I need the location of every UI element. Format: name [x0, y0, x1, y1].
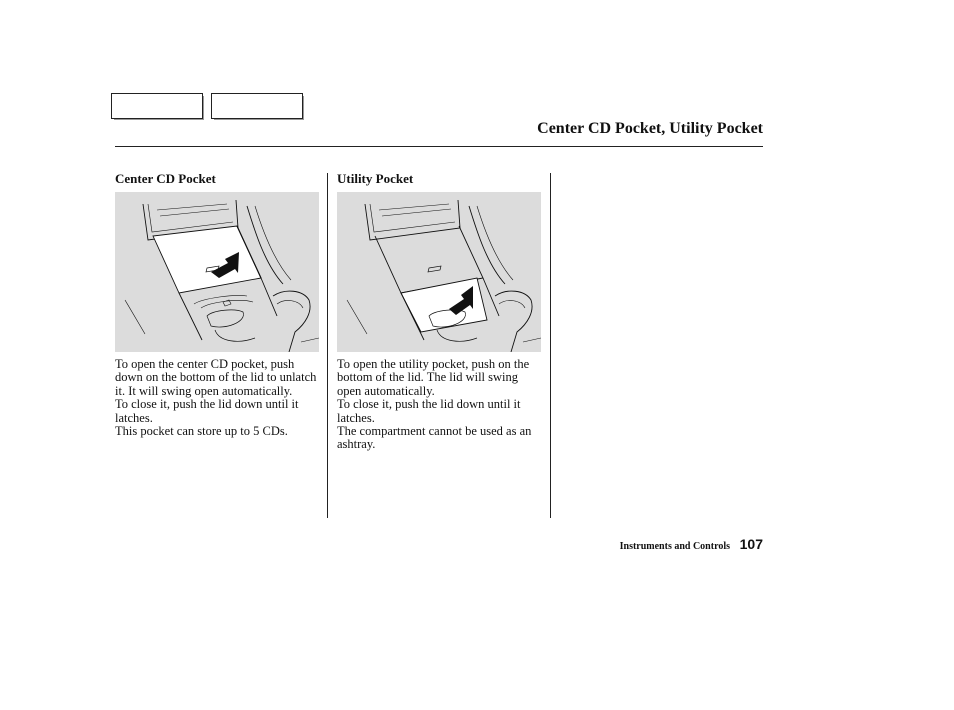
cd-paragraph: This pocket can store up to 5 CDs.: [115, 424, 288, 439]
cd-paragraph: To open the center CD pocket, push down on the bottom of the lid to unlatch it. It will swing open automatically.: [115, 357, 317, 398]
page-number: 107: [739, 536, 763, 552]
index-button[interactable]: [211, 93, 303, 119]
utility-pocket-illustration: [337, 192, 541, 352]
cd-pocket-heading: Center CD Pocket: [115, 171, 216, 186]
cd-pocket-instructions: [115, 358, 320, 438]
footer-section-name: Instruments and Controls: [619, 541, 730, 552]
main-menu-button[interactable]: [111, 93, 203, 119]
column-divider-left: [327, 173, 328, 518]
cd-pocket-illustration: [115, 192, 319, 352]
utility-paragraph: To close it, push the lid down until it latches.: [337, 397, 521, 425]
utility-paragraph: The compartment cannot be used as an ashtray.: [337, 424, 532, 452]
utility-pocket-instructions: [337, 358, 542, 452]
page-title: Center CD Pocket, Utility Pocket: [537, 120, 763, 137]
title-divider: [115, 146, 763, 147]
utility-paragraph: To open the utility pocket, push on the bottom of the lid. The lid will swing open automatically.: [337, 357, 530, 398]
cd-paragraph: To close it, push the lid down until it latches.: [115, 397, 299, 425]
utility-pocket-heading: Utility Pocket: [337, 171, 414, 186]
column-divider-right: [550, 173, 551, 518]
